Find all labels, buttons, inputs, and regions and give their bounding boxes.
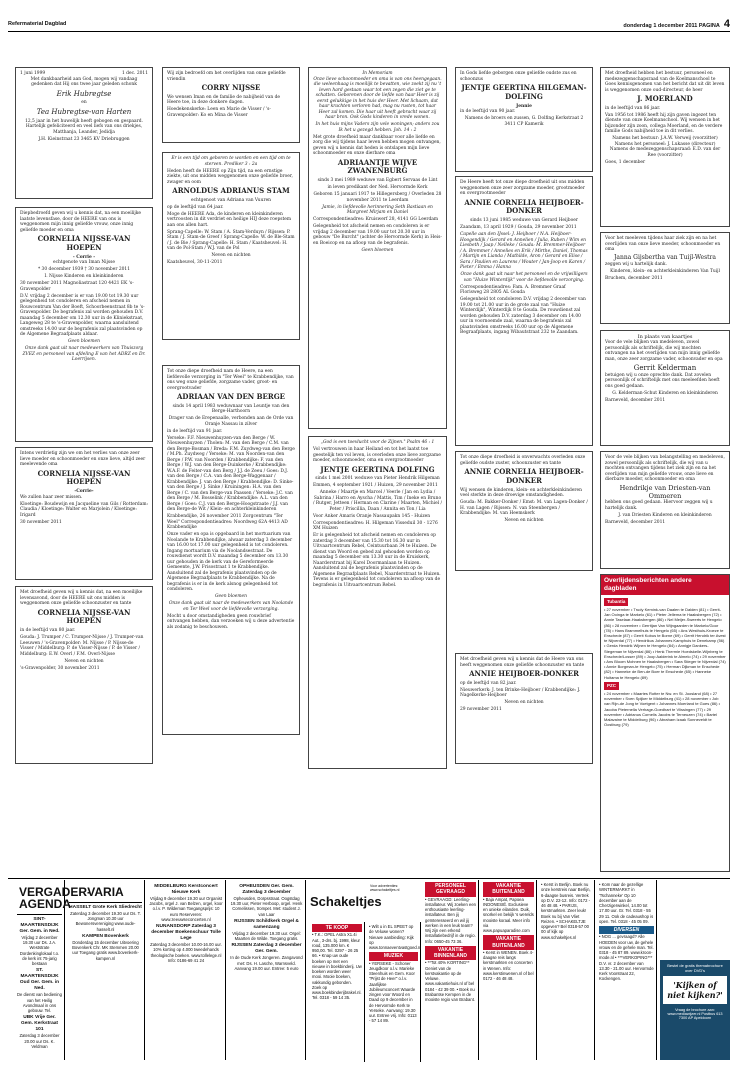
ad-intro: Vol vertrouwen in haar Heiland en tot het laatst toe geestelijk ten vol leven, is overleden onze lieve zorgzame moeder, schoonmoeder, oma en overgrootmoeder (313, 447, 441, 463)
ad-age: op de leeftijd van 64 jaar. (167, 204, 224, 210)
ad-family: Gouda: J. Trumper / C. Trumper-Nijsse / J. Trumper-van Leeuwen / 's-Gravenpolder: M. Nijsse / P. Nijsse-de Visser / Middelburg: P. de Visser-Nijsse / P. de Visser / Middelburg: E.W. Overl / F.M. Overl-Nijsse (20, 635, 144, 657)
category-diversen: DIVERSEN (599, 926, 654, 934)
ad-name: CORNELIA NIJSSE-VAN HOEPEN (37, 234, 131, 252)
ad-intro: Tot onze diepe droefheid is onverwachts overleden onze geliefde oudste zuster, schoonzuster en tante (460, 455, 586, 466)
ad-heijboer-3 (455, 653, 593, 764)
ad-name: CORNELIA NIJSSE-VAN HOEPEN (37, 607, 131, 626)
category-vakantie-binnenland: VAKANTIE BINNENLAND (425, 946, 476, 961)
ad-nickname: - Corrie - (72, 254, 96, 260)
ad-note: Geen bloemen (361, 247, 394, 253)
ad-heading: In Memoriam (362, 71, 393, 76)
ad-heading: In plaats van kaartjes (637, 334, 693, 340)
category-vakantie-buitenland: VAKANTIE BUITENLAND (483, 935, 534, 950)
ad-place: Correspondentieadres: Kruiswerf 28, 4141 GG Leerdam (313, 217, 439, 222)
ad-spouse: echtgenoot van Adriana van Vuuren (191, 197, 271, 203)
overlijdens-source: PZC (604, 682, 619, 690)
ad-age: op de leeftijd van 82 jaar. (460, 680, 517, 686)
overlijdens-heading: Overlijdensberichten andere dagbladen (601, 575, 729, 595)
ad-intro: Voor het meeleven tijdens haar ziek zijn en na het overlijden van onze lieve moeder, schoonmoeder en oma (605, 236, 721, 252)
ad-signature: Neven en nichten (211, 253, 251, 259)
ad-family: Jamie, in liefdevolle herinnering Seth Bastiaan en Margreet Mirjam en Daniel (322, 204, 433, 215)
ad-date: Kaatsheuvel, 30-11-2011 (167, 260, 223, 266)
ad-footer: Mocht u door omstandigheden geen rouwbrief ontvangen hebben, dan verzoeken wij u deze advertentie als zodanig te beschouwen. (167, 613, 295, 630)
ad-age: in de leeftijd van 91 jaar. (167, 428, 223, 434)
classified-text: • Wilt u in EL SPEET op de Veluwe wonen? Nieuwe aanbieding: Kijk op www.tonnaeventvastgoed.nl (369, 924, 422, 950)
classified-text: • Kom naar de gezellige WINTERMARKT in 'Tschanneke' Op 10 december aan de Cherzigerwinkel, 14.00 tot 17.00 uur. Gr. Tel. 0318 - 55 29 11. Ook de cadeaushop is open. Tel. 0318 - 45 05 09. (599, 882, 654, 924)
agenda-item-title: OPHEUSDEN Ger. Gem. Zaterdag 3 december (239, 884, 294, 895)
ad-body: hebben ons goed gedaan. Hiervoor zeggen wij u hartelijk dank. (605, 500, 713, 511)
ad-body: 12,5 jaar in het huwelijk heeft gebogen en gespaard. Hartelijk gefeliciteerd en veel liefs van ons driekjes, Matthanja, Leander, Jedidja (25, 118, 143, 135)
ad-signature: I. Nijsse Kinderen en kleinkinderen (44, 274, 124, 279)
agenda-item-text: Zaterdag 3 december 10.00-16.00 uur. 10% korting op 4.000 tweedehands theologische boeken. www.tollelege.nl Info: 0186-69 41 24 (150, 942, 222, 963)
ad-intro: De Heere heeft tot onze diepe droefheid uit ons midden weggenomen onze zeer zorgzame moeder, grootmoeder en overgrootmoeder (460, 180, 585, 196)
brochure-ad[interactable] (660, 960, 730, 1060)
ad-van-den-berge (162, 365, 300, 735)
classified-text: • Baja Ampat, Papoea INDONESIË. Exclusieve en unieke eilanden. Duik, snorkel en bekijk 's werelds mooiste koraal. Meer info via www.papuaparadise.com (483, 896, 534, 933)
ad-correspondence: Correspondentieadres: Fam. A. Bremmer Graaf Florisweg 28 2805 AL Gouda (460, 284, 566, 295)
overlijdens-panel (600, 574, 730, 872)
ad-signature: Namens het bestuur: J.A.W. Verweij (voorzitter) Namens het personeel: J. Lukasse (directeur) Namens de medezeggenschapsraad: E.D. van der Ree (voorzitter) (609, 136, 721, 158)
ad-spouse: echtgenote van Iman Nijsse (52, 260, 116, 265)
classified-text: • YERSEKE - Schoner Jeugdkoor o.l.v. Marieke Steenhuis en Gem. Koor "Prijst de Heer" o.l.v. Jaarlijkse Jubileumconcert Waarde zingen voor Woord en Daad op 9 december in de Hervormde Kerk te Yerseke. Aanvang: 19.30 uur. Entree vrij. Info: 0113 - 57 14 89. (369, 960, 417, 1024)
ad-name: CORNELIA NIJSSE-VAN HOEPEN (37, 468, 131, 487)
ad-footer: Onze dank gaat uit naar het personeel en de vrijwilligers van "Huize Winterdijk" voor de liefdevolle verzorging. (460, 272, 588, 283)
ad-dates: Zaandam, 13 april 1929 / Gouda, 29 november 2011 (460, 225, 577, 230)
ad-intro: In Gods liefde geborgen onze geliefde oudste zus en schoonzus (460, 71, 577, 82)
ad-correspondence: Correspondentieadres: H. Hilgeman Visseduil 30 - 1276 XM Huizen (313, 520, 438, 532)
overlijdens-source: Tubantia (604, 598, 628, 606)
ad-signature: Neven en nichten (504, 518, 544, 523)
ad-dates: Emmen, 4 september 1921 / Huizen, 29 november 2011 (313, 483, 438, 489)
ad-verse: In het huis mijns Vaders zijn vele woningen; anders zou Ik het u gezegd hebben. Joh. 14 : 2 (315, 122, 440, 133)
ad-family: Yerseke: F.F. Nieuwenhuyzen-van den Berge / W. Nieuwenhuyzen / Tholen: M. van den Berge / C.M. van den Berge-Bosman / Breda: F.M. Zuydweg-van den Berge / M.Ph. Zuydweg / Yerseke: M. van Noorden-van den Berge / P.W. van Noorden / Krabbendijke: F. van den Berge / W.J. van den Berge-Duinkerke / Krabbendijke: W.A.F. de Feiter-van den Berg / J.J. de Zeeu / Goes: D.J. van den Berge / C.A. van den Berge-Waggenaar / Krabbendijke: J. van den Berge / Krabbendijke: D. Sinke-van den Berge / J. Sinke / Kruiningen: H.A. van den Berge / C. van den Berge-van Paassen / Yerseke: J.C. van den Berge / M. Bosselink / Krabbendijke: A.L. van den Berge / Goes: C.J. van den Berge-Hoogstraate / J.J. van den Berge-de Wit / Klein- en achterkleinkinderen (167, 435, 295, 513)
ad-name: Janna Gijsbertha van Tuijl-Westra (613, 254, 717, 261)
ad-name: ADRIAAN VAN DEN BERGE (176, 392, 286, 401)
bottom-divider (8, 878, 730, 879)
ad-name: Hendrikje van Driesten-van Ommeren (619, 484, 711, 501)
ad-signature: Neven en nichten (504, 700, 544, 706)
ad-date: 30 november 2011 (20, 519, 62, 525)
category-muziek: MUZIEK (369, 952, 418, 960)
ad-corry-nijsse (162, 67, 300, 143)
ad-body: Er is gelegenheid tot afscheid nemen en condoleren op zaterdag 3 december van 15.30 tot 16.30 uur in Uitvaartcentrum Rebel, Ceintuurbaan 34 te Huizen. De dienst van Woord en gebed zal gehouden worden op maandag 5 december om 13.30 uur in de Kruiskerk, Naarderstraat bij Karel Doormanlaan te Huizen. Aansluitend zal de begrafenis plaatsvinden op de Algemene Begraafplaats Rebel, Naarderstraat te Huizen. Tevens is er gelegenheid tot condoleren na afloop van de begrafenis in Uitvaartcentrum Rebel. (313, 533, 441, 588)
agenda-item-title: RIJSSEN Schildkerk Orgel & samenzang (234, 918, 299, 930)
overlijdens-list: • 27 november • Trudy Kemink-van Daalen te Dalden (81) • Gerrit-Jan Ooinga te Markelo (61) • Pieter Jellema te Haaksbergen (72) • Annie Taselaar-Haaksbergen (86) • Nel Meijer-Sweerts te Hengelo (86) • 28 november • Gerritjan Van Wijngaarden te Markelo/Goor (78) • Hans Brammelhuis te Hengelo (65) • Ans Westhuis-Kroeze te Enschede (87) • Gerrit Kobus te Borne (69) • Gerrit Hendrik ter Avest te Nijverdal (77) • Hendrikus Johannes Kamphuis te Denekamp (56) • Gerda Hendrik Wijnen te Hengelo (84) • Annigje Dankers-Stegeman te Nijverdal (86) • Henk Thermie Hoedskelle-Wijnberg te Enschede/Losser (89) • Joop Aalderink te Almelo (74) • 29 november • Ans Bloom Mohnen te Haaksbergen • Sara Stieger te Nijverdal (74) • Annie Borgman-te Hengelo (75) • Herman Dijkman te Enschede (82) • Hanneke de Ben-de Boer te Enschede (65) • Hanneke Huitama te Hengelo (89) (604, 607, 726, 680)
schakel-col-5 (539, 880, 595, 1060)
ad-body: Moge de HEERE Ada, de kinderen en kleinkinderen vertroosten in dit verdriet en heilige HIJ deze roepstem aan ons allen hart. (167, 211, 292, 228)
ad-moerland (600, 67, 730, 227)
date-left: 1 juni 1999 (20, 71, 46, 76)
ad-verse: Er is een tijd om geboren te worden en een tijd om te sterven. Prediker 3 : 2a (171, 156, 291, 167)
agenda-item-text: In de Oude Kerk Jongeren. Zangavond met: Ds. H. Lasche, Warnsveld. Aanvang 19.00 uur. Entree: 5 euro (230, 955, 303, 971)
publication-name: Refermaterial Dagblad (8, 21, 67, 27)
ad-body: Wij wensen de kinderen, klein- en achterkleinkinderen veel sterkte in deze droevige omstandigheden. (460, 487, 582, 498)
ad-dolfing (308, 436, 447, 769)
ad-signature: G. Kelderman-Schut Kinderen en kleinkinderen (612, 390, 718, 396)
brochure-ad-foot: Vraag de brochure aan: www.mediawijzer.nl Postbus 613 7300 AP Apeldoorn (667, 1008, 723, 1020)
category-personeel: PERSONEEL GEVRAAGD (425, 882, 476, 897)
ad-date: Barneveld, december 2011 (605, 519, 666, 525)
ad-date: Barneveld, december 2011 (605, 397, 666, 403)
overlijdens-list: • 24 november • Maartes Rotter te Nw. en St. Joosland (68) • 27 november • Sven Spijker te Middelburg (41) • 28 november • Job van Rijn-de Jong te Voetgent • Johannes Moerland te Goes (86) • Jacoba Pieternella Verhage-Goedhart te Vlissingen (77) • 29 november • Adrianus Cornelis Jacobs te Terneuzen (74) • Bartel Malavaine te Middelburg (96) • Abraham Izaak Sonneveldt te Oostburg (79) (604, 691, 720, 728)
ad-age: in de leeftijd van 90 jaar. (460, 109, 516, 114)
agenda-item-title: ST. MAARTENSDIJK Oud Ger. Gem. in Ned. (19, 968, 60, 992)
ad-spouse: sinds 13 juni 1985 weduwe van Gerard Heijboer (470, 218, 578, 223)
agenda-col-3 (147, 880, 226, 1060)
ad-name: Tea Hubregtse-van Harten (36, 107, 132, 116)
ad-name: JENTJE GEERTINA DOLFING (320, 464, 435, 474)
ad-family: Gouda: M. Bakker-Donker / Emst: M. van Lagen-Donker / H. van Lagen / Rijssen: N. van Steenbergen / Krabbendijke: M. van Heemskerk (460, 500, 588, 516)
classified-text: • Kerst in Berlijn. Boek nu onze kerstreis naar Berlijn, 6-daagse busreis. Vertrek op D.V. 22-12. Info: 0172 - 46 48 48. • PARIJS, kerstmarkten. Zeer leuk! Boek nu bij Van Vliet Reizen. • SCHAKELTJE opgeven? Bel 0318-57 00 00 of kijk op www.schakeltjes.nl (541, 882, 591, 940)
ad-body: Drager van de Erepenaalle, verbonden aan de Orde van Oranje Nassau in zilver (168, 416, 294, 427)
schakel-col-4 (481, 880, 537, 1060)
agenda-item-text: De dienst van bediening van het Heilig Avondmaal in ons gebouw. Tel. (17, 992, 62, 1014)
ad-body: D.V. vrijdag 2 december is er van 19.00 tot 19.30 uur gelegenheid tot condoleren en afscheid nemen in Rouwcentrum Van der Boeft, Schoorbeenstraat 8b te 's-Gravenpolder. De begrafenis zal worden gehouden D.V. maandag 5 december om 12.30 uur in de Kliniekstraat, Langeweg 28 te 's-Gravenpolder, waarna aansluitend omstreeks 14.00 uur de begrafenis zal plaatsvinden op de Algemene Begraafplaats aldaar. (20, 293, 145, 337)
schakeltjes-sub: Voor advertenties: www.schakeltjes.nl (370, 884, 400, 892)
ad-footer: Onze dank gaat uit naar medewerkers van Thuiszorg ZVEZ en personeel van afdeling E van het ADRZ en Dr. Loerrijsen. (22, 346, 146, 362)
ad-name: ADRIAANTJE WIJVE ZWANENBURG (337, 157, 418, 176)
ad-heijboer-1 (455, 176, 593, 446)
category-tekoop: TE KOOP (312, 924, 362, 932)
ad-poem: Onze lieve schoonmoeder en oma is van ons heengegaan. die weleenhaag is moeilijk te bevatten, wie zoekt zij nu 't leven hard gestaan waar tot een zegen die ziet ge te schatten. Geborenen door de liefde van haar Heer is zij eerst gelukkige in het huis der Heer. Met lichaam, dat haar krachten verloren had, mag nu rusten, tot haar Heer zal komen. Die haar uit heeft gebracht waar zij haar bron. Ook Gods kinderen in vrede wonen. (313, 76, 442, 120)
page-header (8, 18, 730, 32)
ad-nickname: -Corrie- (74, 489, 94, 494)
agenda-col-2 (67, 880, 145, 1060)
ad-name: ANNIE CORNELIA HEIJBOER-DONKER (464, 467, 584, 485)
ad-family: Anneke / Maartje en Marcel / Veerle / Jan en Lydia / Sabrina / Harro en Ayscha / Mattis, Tim / Ineke en Bruno / Rutger, Jetteen / Herman en Clarine / Maarten, Michiel / Peter / Priscillia, Daan / Annita en Ton / Lia (313, 490, 442, 512)
agenda-item-text: Opheusden, Dorpsstraat. Oogstdag 19.30 uur, Pieter Herboop, orgel. Henk Cornelissen, trompet. Met: student J. van Laar (230, 895, 303, 917)
ad-name: Gerrit Kelderman (633, 363, 697, 372)
ad-intro: Tot onze diepe droefheid nam de Heere, na een liefdevolle verzorging in "Ter Weel" te Krabbendijke, van ons weg onze geliefde, zorgzame vader, groot- en overgrootvader (167, 369, 294, 391)
ad-date: 's-Gravenpolder, 30 november 2011 (20, 665, 100, 671)
classified-text: • Kerst in WENEN. Boek 4-daagse reis langs kerstmarkten en concerten in Wenen. Info: www.kerstinwenen.nl of bel 0172 - 46 48 48. (483, 949, 534, 981)
ad-date: Goes, 1 december (605, 159, 646, 165)
ad-kelderman (600, 330, 730, 446)
ad-name: J. MOERLAND (637, 94, 693, 103)
brochure-ad-sub: Bestel de gratis themabrochure over DVD's (667, 963, 723, 973)
schakeltjes-title: Schakeltjes (310, 894, 382, 909)
ad-intro: Intens verdrietig zijn we om het verlies van onze zeer lieve moeder en schoonmoeder en onze lieve, altijd zeer meelevende oma (20, 451, 146, 467)
agenda-item-title: UBK Vrije Ger. Gem. Kerkstraat 101 (20, 1015, 59, 1033)
ad-spouse: sinds 3 mei 1989 weduwe van Egbert Servaas de Lint (317, 178, 438, 183)
ad-intro: Diepbedroefd geven wij u kennis dat, na een moeilijke laatste levensfase, door de HEERE van ons is weggenomen mijn innig geliefde vrouw, onze innig geliefde moeder en oma (20, 211, 142, 233)
ad-body: Met grote droefheid maar dankbaar voor alle liefde en zorg die wij tijdens haar leven hebben mogen ontvangen, geven wij u kennis dat heden is ontslapen mijn lieve schoonmoeder en onze dierbare oma (313, 134, 441, 156)
ad-note: Geen bloemen (68, 339, 100, 344)
ad-signature: J. van Driesten Kinderen en kleinkinderen (618, 512, 712, 518)
ad-place: Voor Anker Amaris Oranje Nassaupakn 145 - Huizen (313, 513, 431, 519)
ad-line: We zullen haar zeer missen. (20, 494, 83, 500)
ad-intro: Heden heeft de HEERE op Zijn tijd, na een ernstige ziekte, uit ons midden weggenomen onze geliefde broer, zwager en oom (167, 168, 293, 185)
ad-zwanenburg (308, 67, 447, 429)
ad-name: JENTJE GEERTINA HILGEMAN-DOLFING (461, 83, 587, 101)
ad-age: in de leeftijd van 86 jaar. (605, 105, 661, 111)
ad-signature: Kinderen, klein- en achterkleinkinderen Van Tuijl (610, 268, 720, 274)
classified-text: • **Tot 40% KORTING** Geniet van de kerstvakantie op de Veluwe. www.vakantiehuis.nl of bel 0184 - 42 39 00. • Boek nu Brabantse Kempen in de mooiste regio van Brabant. (425, 960, 476, 1002)
classified-text: • NOG ... gevraagd? Alle HOEDEN voor uw, de gehele vrouw en de gehele man. Tel. 0318 - 45 87 89. www.kroon-mode.nl • ***VERKOPING*** D.V. vr. 2 december van 13.30 - 21.00 uur. Hervormde Kerk Voorstraat 22, Kockengen. (599, 934, 654, 982)
ad-nijsse-1 (15, 207, 153, 442)
ad-intro: Wij zijn bedroefd om het overlijden van onze geliefde vriendin (167, 71, 286, 82)
agenda-item-title: HASSELT Grote Kerk Sliedrecht (69, 905, 142, 910)
brochure-ad-title: 'Kijken of niet kijken?' (663, 976, 727, 1004)
ad-note: Geen bloemen (215, 594, 247, 600)
ad-signature: Neven en nichten (64, 658, 104, 664)
date-page: donderdag 1 december 2011 PAGINA 4 (623, 18, 730, 30)
ad-heijboer-2 (455, 451, 593, 571)
category-vakantie-buitenland: VAKANTIE BUITENLAND (483, 882, 534, 897)
ad-body: zeggen wij u hartelijk dank. (605, 261, 667, 267)
agenda-item-title: RIJSSEN Zaterdag 3 december Ger. Gem. (231, 943, 302, 955)
ad-name: ANNIE CORNELIA HEIJBOER-DONKER (464, 197, 584, 216)
ad-family: Capelle aan den IJssel: J. Heijboer / N.A. Heijboer-Hoogendijk / Gerard en Annelien / Julia, Ruben / Wim en Liesbeth / Jaap / Nelleke / Gouda: M. Bremmer-Heijboer / A. Bremmer / Annelies en Erik / Mirthe, Daniel, Thomas / Martijn en Lianda / Mathilde, Aron / Gerard en Elise / Sara / Paulien en Laurens / Wouter / Jan-Joop en Karen / Pieter / Emma / Hanna (460, 232, 588, 270)
agenda-item-text: Zaterdag 3 december 19.30 uur Ds. T. Jongman 10.30 uur Bewonersvereniging www.oude-hasselt.nl (70, 910, 141, 932)
schakel-col-3 (423, 880, 479, 1060)
ad-name: CORRY NIJSSE (201, 83, 261, 92)
ad-spouse: sinds 14 april 1983 weduwnaar van Leuntje van den Berge-Harthoorn (172, 403, 290, 415)
ad-intro: Met droefheid geven wij u kennis dat, na een moeilijke levensavond, door de HEERE uit ons midden is weggenomen onze geliefde schoonzuster en tante (20, 590, 143, 606)
agenda-item-text: Vrijdag 2 december 19.30 uur. Orgel: Maarten de Wilde. Toegang gratis. (232, 930, 301, 942)
ad-verse: „God is een toevlucht voor de Zijnen." Psalm 46 : 1 (320, 440, 435, 445)
agenda-col-1 (15, 880, 92, 1060)
ad-intro: Met droefheid geven wij u kennis dat de Heere van ons heeft weggenomen onze geliefde schoonzuster en tante (460, 657, 585, 668)
ad-footer: Onze dank gaat uit naar de medewerkers van Noolande en Ter Weel voor de liefdevolle verzorging. (168, 601, 294, 612)
ad-address: J.H. Kieinstraat 23 3465 KV Driebruggen (38, 136, 130, 142)
varia-title: VARIA (69, 882, 142, 903)
agenda-title: VERGADER- AGENDA (17, 882, 62, 915)
ad-spouse: sinds 1 mei 2001 weduwe van Pieter Hendrik Hilgeman (315, 476, 440, 482)
ad-family: Sprang-Capelle: W. Stam / A. Stam-Verduyn / Rijssen: P. Stam / J. Stam-de Greef / Sprang-Capelle: W. de Ble-Stam / J. de Bie / Sprang-Capelle: H. Stam / Kaatsheuvel: H. van de Pol-Stam / W.J. van de Pol (167, 229, 295, 252)
ad-body: Voor de vele blijken van medeleven, zowel persoonlijk als schriftelijk, die wij mochten ontvangen na het overlijden van mijn innig geliefde man, onze zeer zorgzame vader, schoonvader en opa (605, 340, 723, 362)
agenda-item-text: Vrijdag 9 december 19.30 uur Organist Jacobs, orgel J. van Belzen, orgel, koor o.l.v. P. Wildeman Toegangsprijs: 10 euro Reserveren: www.zeeuwseconcerten.nl (149, 895, 223, 922)
agenda-col-4 (228, 880, 306, 1060)
ad-place: Krabbendijke, 26 november 2011 Zorgcentrum "Ter Weel" Correspondentieadres: Noordweg 62A 4413 AD Krabbendijke (167, 514, 288, 531)
ad-signature: Namens de broers en zussen, G. Dolfing Kerkstraat 2 3411 CP Kamerik (464, 116, 584, 127)
page-number: 4 (723, 18, 730, 30)
ad-family: Kloetinge: Boudewijn en Jacqueline van Gils / Rotterdam: Claudia / Kloetinge: Walter en Marjolein / Kloetinge: Irigard (20, 501, 148, 518)
ad-name: Erik Hubregtse (56, 89, 112, 98)
ad-body: Gelegenheid tot condoleren D.V. vrijdag 2 december van 19.00 tot 21.00 uur in de grote zaal van "Huize Winterdijk", Winterdijk 8 te Gouda. De rouwdienst zal worden gehouden D.V. zaterdag 3 december om 14.00 uur in voornoemde zaal, waarna de begrafenis zal plaatsvinden omstreeks 16.00 uur op de Algemene Begraafplaats, ingang Wibautstraat 232 te Zaandam. (460, 297, 586, 335)
ad-date: 29 november 2011 (460, 707, 502, 713)
classified-text: • GEVRAAGD: Leerling-installateur. Wij zoeken een enthousiaste leerling-installateur. Ben jij geïnteresseerd en wil jij werken in een leuk team? Wij zijn een erkend installatiebedrijf in de regio. Info: 0650-45 73 36. (425, 896, 476, 944)
agenda-item-text: Zaterdag 3 december 20.00 uur Ds. K. Veldman (19, 1033, 60, 1049)
ad-van-driesten (600, 451, 730, 569)
agenda-item-title: KAMPEN Bovenkerk (82, 933, 129, 939)
classified-text: • T.K.: OPEL Astra X1.4i Aut., 3-drs. bj. 1998, kleur rood, 135.000 km. € 950,00. Tel. 0297 - 26 25 66. • Knap uw oude boeken op met een nieuwe in boekbinderij. Uw boeken worden weer mooi. Mooie boeken, vakkundig gebonden. Zoek op www.boekbinderijbrakel.nl. Tel. 0318 - 59 14 35. (312, 932, 362, 1001)
ad-name: ANNIE HEIJBOER-DONKER (469, 669, 579, 678)
agenda-item-title: MIDDELBURG Kerstconcert Nieuwe Kerk (154, 884, 218, 895)
ad-en: en (81, 100, 87, 106)
ad-footer: Gelegenheid tot afscheid nemen en condoleren is er vrijdag 2 december van 19.00 uur tot 20.30 uur in gebouw "De Burcht" (achter de Hervormde Kerk) in Heis- en Boeicop en na afloop van de begrafenis. (313, 224, 442, 246)
agenda-item-text: Vrijdag 2 december 19.30 uur Ds. J.A. Weststrate Dordenkinglokaal t.o. de kerk int 75-jarig bestaan (19, 934, 60, 967)
agenda-item-text: Donderdag 15 december Uitvoering Bovenkerk Chr. MK Stemmen 20.00 uur Toegang gratis www.bovenkerk-kampen.nl (72, 939, 139, 961)
schakel-col-1 (310, 922, 365, 1062)
ad-family: Nieuwerkerk: J. ten Brinke-Heijboer / Krabbendijke: J. Nagelkerke-Heijboer (460, 687, 581, 699)
ad-signature: Hoedekenskerke: Leen en Marie de Visser / 's-Gravenpolder: Ko en Mina de Visser (167, 107, 271, 118)
ad-intro: Met dankbaarheid aan God, mogen wij vandaag gedenken dat Hij ons twee jaar geleden schonk (30, 76, 138, 87)
ad-date: Bruchem, december 2011 (605, 275, 663, 281)
ad-van-tuijl (600, 232, 730, 324)
ad-hilgeman (455, 67, 593, 172)
ad-body: betuigen wij u onze oprechte dank. Dat zovelen persoonlijk of schriftelijk met ons meeleefden heeft ons goed gedaan. (605, 372, 720, 389)
schakel-col-6 (597, 880, 657, 1060)
schakel-col-2 (367, 922, 421, 1062)
ad-nijsse-3 (15, 586, 153, 764)
agenda-item-title: NUNANSDORP Zaterdag 3 december Boekenschuur Tolle Lege (151, 924, 221, 942)
ad-dates: Geboren 15 januari 1917 te Hillegersberg / Overleden 28 november 2011 te Leerdam (313, 192, 442, 203)
ad-nickname: Jennie (516, 103, 532, 109)
ad-stam (162, 152, 300, 340)
ad-name: ARNOLDUS ADRIANUS STAM (172, 186, 290, 195)
date-right: 1 dec. 2011 (121, 71, 148, 76)
ad-body: We wensen Iman en de familie de nabijheid van de Heere toe, in deze donkere dagen. (167, 94, 280, 106)
ad-intro: Met droefheid hebben het bestuur, personeel en medezeggenschapsraad van de Koelmanschool te Goes kennisgenomen van het bericht dat uit dit leven is weggenomen onze oud-directeur, de heer (605, 71, 725, 93)
ad-body: Voor de vele blijken van belangstelling en medeleven, zowel persoonlijk als schriftelijk, die wij van u mochten ontvangen tijdens het ziek zijn en na het overlijden van mijn geliefde vrouw, onze lieve en dierbare moeder, schoonmoeder en oma (605, 455, 725, 482)
schakeltjes-header (310, 882, 420, 922)
ad-age: in de leeftijd van 80 jaar. (20, 628, 76, 633)
ad-dates: * 30 december 1939 † 30 november 2011 (37, 267, 131, 272)
agenda-item-title: SINT-MAARTENSDIJK Ger. Gem. in Ned. (19, 917, 60, 934)
ad-nijsse-2 (15, 447, 153, 580)
ad-body: Van 1956 tot 1986 heeft hij zijn gaven ingezet ten dienste van onze Koelmanschool. Wij wensen in het bijzonder zijn zoon, collega Moerland, en de verdere familie Gods nabijheid toe in dit verlies. (605, 112, 723, 135)
ad-hubregtse (15, 67, 153, 199)
ad-place: 30 november 2011 Magnoliastraat 120 4421 EK 's-Gravenpolder (20, 281, 134, 292)
ad-spouse: in leven predikant der Ned. Hervormde Kerk (327, 185, 428, 190)
ad-body: Onze vader en opa is opgebaard in het mortuarium van Noolande te Krabbendijke, alwaar zaterdag 3 december van 16.00 tot 17.00 uur gelegenheid is tot condoleren. Ingang mortuarium via de Noolandsestraat. De rouwdienst wordt D.V. maandag 5 december om 13.30 uur gehouden in de kerk van de Gereformeerde Gemeente, J.W. Frisostraat 1 te Krabbendijke. Aansluitend zal de begrafenis plaatsvinden op de Algemene Begraafplaats te Krabbendijke. Na de begrafenis is er in de kerk alsnog gelegenheid tot condoleren. (167, 532, 293, 593)
